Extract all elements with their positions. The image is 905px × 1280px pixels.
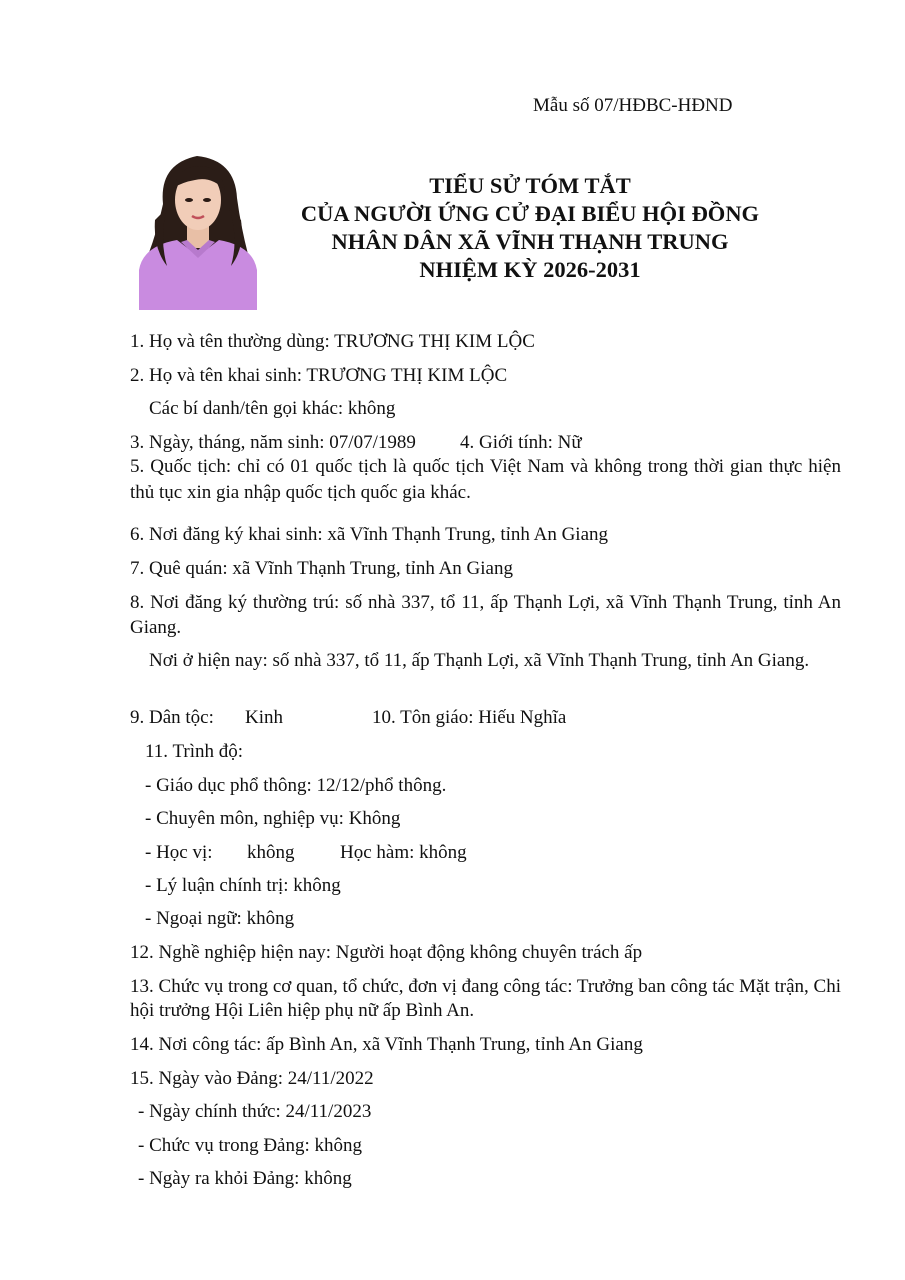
field-academic-title: Học hàm: không [340, 842, 467, 863]
field-birth-name: 2. Họ và tên khai sinh: TRƯƠNG THỊ KIM LỘC [130, 365, 508, 386]
portrait-photo [137, 148, 259, 310]
field-occupation: 12. Nghề nghiệp hiện nay: Người hoạt động không chuyên trách ấp [130, 942, 643, 963]
document-title [262, 172, 798, 284]
field-birth-date: 3. Ngày, tháng, năm sinh: 07/07/1989 [130, 432, 416, 453]
field-workplace: 14. Nơi công tác: ấp Bình An, xã Vĩnh Thạnh Trung, tỉnh An Giang [130, 1034, 643, 1055]
field-foreign-language: - Ngoại ngữ: không [145, 908, 295, 929]
field-education-heading: 11. Trình độ: [145, 741, 244, 762]
field-general-education: - Giáo dục phổ thông: 12/12/phổ thông. [145, 775, 447, 796]
form-number: Mẫu số 07/HĐBC-HĐND [533, 95, 733, 116]
field-ethnicity-value: Kinh [245, 707, 283, 728]
field-position: 13. Chức vụ trong cơ quan, tổ chức, đơn vị đang công tác: Trưởng ban công tác Mặt trận, Chi hội trưởng Hội Liên hiệp phụ nữ ấp Bình An. [130, 976, 841, 1021]
title-line-2: CỦA NGƯỜI ỨNG CỬ ĐẠI BIỂU HỘI ĐỒNG [300, 201, 760, 226]
field-ethnicity-label: 9. Dân tộc: [130, 707, 214, 728]
field-gender: 4. Giới tính: Nữ [460, 432, 582, 453]
field-specialty: - Chuyên môn, nghiệp vụ: Không [145, 808, 401, 829]
field-party-position: - Chức vụ trong Đảng: không [138, 1135, 363, 1156]
title-line-4: NHIỆM KỲ 2026-2031 [419, 257, 641, 282]
field-party-official-date: - Ngày chính thức: 24/11/2023 [138, 1101, 372, 1122]
field-aliases: Các bí danh/tên gọi khác: không [149, 398, 396, 419]
field-nationality: 5. Quốc tịch: chỉ có 01 quốc tịch là quốc tịch Việt Nam và không trong thời gian thực hiện thủ tục xin gia nhập quốc tịch quốc gia khác. [130, 456, 841, 503]
field-permanent-residence: 8. Nơi đăng ký thường trú: số nhà 337, tổ 11, ấp Thạnh Lợi, xã Vĩnh Thạnh Trung, tỉnh An Giang. [130, 592, 841, 638]
field-party-leave-date: - Ngày ra khỏi Đảng: không [138, 1168, 352, 1189]
title-line-3: NHÂN DÂN XÃ VĨNH THẠNH TRUNG [331, 229, 729, 254]
field-current-residence: Nơi ở hiện nay: số nhà 337, tổ 11, ấp Thạnh Lợi, xã Vĩnh Thạnh Trung, tỉnh An Giang. [149, 650, 810, 671]
field-party-join-date: 15. Ngày vào Đảng: 24/11/2022 [130, 1068, 374, 1089]
field-hometown: 7. Quê quán: xã Vĩnh Thạnh Trung, tỉnh An Giang [130, 558, 513, 579]
field-birth-registration: 6. Nơi đăng ký khai sinh: xã Vĩnh Thạnh Trung, tỉnh An Giang [130, 524, 609, 545]
field-degree-label: - Học vị: [145, 842, 213, 863]
field-political-theory: - Lý luận chính trị: không [145, 875, 341, 896]
field-degree-value: không [247, 842, 295, 863]
field-common-name: 1. Họ và tên thường dùng: TRƯƠNG THỊ KIM LỘC [130, 331, 535, 352]
title-line-1: TIỂU SỬ TÓM TẮT [429, 173, 631, 198]
field-religion: 10. Tôn giáo: Hiếu Nghĩa [372, 707, 567, 728]
